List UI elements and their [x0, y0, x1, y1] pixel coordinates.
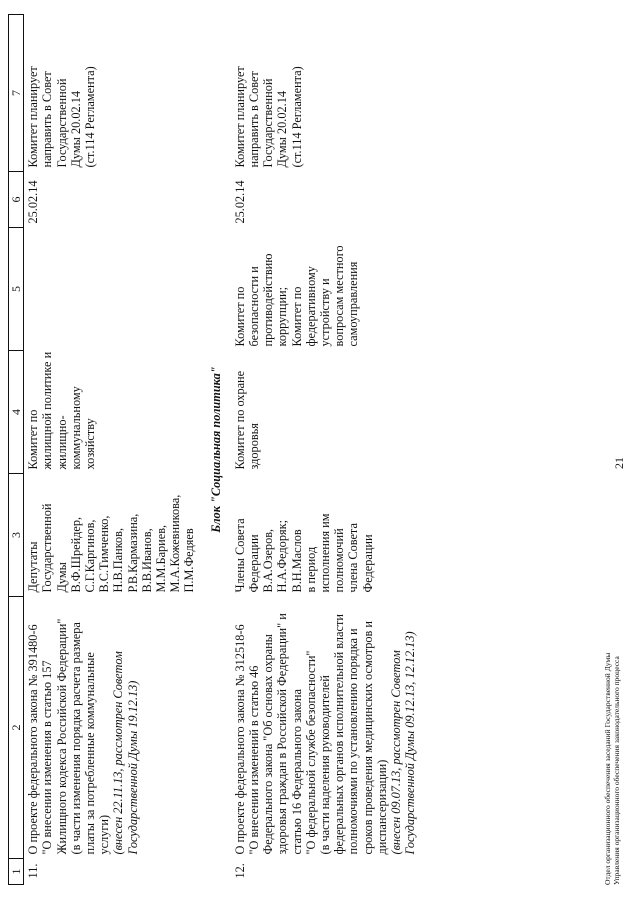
plan-note [231, 15, 420, 172]
row-number: 12. [232, 863, 247, 879]
text-line: статью 16 Федерального закона [289, 689, 304, 855]
bill-authors [24, 474, 199, 597]
text-line: Члены Совета [232, 518, 247, 593]
text-line: Думы 20.02.14 [275, 90, 290, 168]
footer-line: Отдел организационного обеспечения заседаний Государственной Думы [603, 652, 612, 885]
bills-table [8, 14, 419, 885]
bill-title [24, 597, 199, 859]
footer [603, 653, 621, 885]
text-line: вопросам местного [332, 245, 347, 347]
text-line: Комитет по [232, 286, 247, 347]
text-line: В.С.Тимченко, [97, 515, 112, 593]
text-line: Государственной Думы 09.12.13, 12.12.13) [403, 631, 418, 855]
column-numbers-row [9, 15, 24, 885]
text-line: платы за потребленные коммунальные [83, 652, 98, 855]
text-line: полномочий [332, 528, 347, 593]
text-line: услуги) [97, 814, 112, 855]
text-line: Депутаты [26, 541, 41, 593]
text-line: В.Ф.Шрейдер, [68, 516, 83, 593]
text-line: О проекте федерального закона № 312518-6 [232, 624, 247, 855]
text-line: исполнения им [318, 513, 333, 593]
column-number: 6 [9, 172, 24, 228]
text-line: Государственной [261, 78, 276, 168]
text-line: "О внесении изменения в статью 157 [40, 660, 55, 855]
text-line: Федерального закона "Об основах охраны [261, 634, 276, 855]
text-line: Н.В.Панков, [111, 527, 126, 593]
responsible-committee [24, 351, 199, 474]
text-line: (внесен 22.11.13, рассмотрен Советом [111, 651, 126, 855]
text-line: в период [303, 546, 318, 593]
row-number: 11. [26, 863, 41, 879]
text-line: (в части изменения порядка расчета размера [68, 622, 83, 855]
text-line: жилищно- [54, 415, 69, 470]
text-line: полномочиями по установлению порядка и [346, 628, 361, 855]
column-number: 5 [9, 228, 24, 351]
text-line: Федерации [360, 534, 375, 593]
text-line: (внесен 09.07.13, рассмотрен Советом [389, 650, 404, 855]
text-line: федеративному [303, 266, 318, 347]
text-line: самоуправления [346, 261, 361, 347]
text-line: Государственной [40, 503, 55, 593]
plan-note [24, 15, 199, 172]
page-number: 21 [612, 457, 626, 469]
text-line: В.В.Иванов, [139, 528, 154, 593]
text-line: Комитет планирует [26, 66, 41, 168]
text-line: Р.В.Кармазина, [125, 513, 140, 593]
text-line: Комитет по [26, 409, 41, 470]
text-line: П.М.Федяев [182, 528, 197, 593]
text-line: безопасности и [247, 266, 262, 347]
text-line: О проекте федерального закона № 391480-6 [26, 624, 41, 855]
table-row [24, 15, 199, 885]
text-line: (в части наделения руководителей [318, 675, 333, 855]
text-line: диспансеризации) [374, 759, 389, 855]
text-line: Государственной [54, 78, 69, 168]
text-line: В.Н.Маслов [289, 529, 304, 593]
text-line: (ст.114 Регламента) [83, 66, 98, 168]
text-line: Комитет по охране [232, 370, 247, 470]
text-line: Государственной Думы 19.12.13) [125, 680, 140, 855]
text-line: М.А.Кожевникова, [168, 494, 183, 593]
co-executor-committees [24, 228, 199, 351]
text-line: направить в Совет [247, 71, 262, 168]
text-line: коммунальному [68, 386, 83, 470]
text-line: Комитет по [289, 286, 304, 347]
column-number: 1 [9, 859, 24, 885]
text-line: Комитет планирует [232, 66, 247, 168]
text-line: (ст.114 Регламента) [289, 66, 304, 168]
text-line: "О внесении изменений в статью 46 [247, 665, 262, 855]
review-date: 25.02.14 [232, 180, 247, 224]
review-date: 25.02.14 [26, 180, 41, 224]
text-line: направить в Совет [40, 71, 55, 168]
text-line: жилищной политике и [40, 351, 55, 470]
bill-title [231, 597, 420, 859]
column-number: 4 [9, 351, 24, 474]
text-line: Н.А.Федоряк; [275, 519, 290, 593]
text-line: сроков проведения медицинских осмотров и [360, 620, 375, 855]
text-line: устройству и [318, 278, 333, 347]
footer-line: Управления организационного обеспечения законодательного процесса [612, 656, 621, 885]
column-number: 3 [9, 474, 24, 597]
text-line: здоровья [247, 423, 262, 470]
text-line: Жилищного кодекса Российской Федерации" [54, 618, 69, 855]
column-number: 7 [9, 15, 24, 172]
responsible-committee [231, 351, 420, 474]
text-line: Думы 20.02.14 [68, 90, 83, 168]
text-line: коррупции; [275, 286, 290, 347]
table-row [231, 15, 420, 885]
text-line: Федерации [247, 534, 262, 593]
text-line: С.Г.Каргинов, [83, 519, 98, 593]
bill-authors [231, 474, 420, 597]
text-line: В.А.Озеров, [261, 528, 276, 593]
block-title: Блок "Социальная политика" [208, 366, 223, 533]
co-executor-committees [231, 228, 420, 351]
text-line: противодействию [261, 253, 276, 347]
text-line: Думы [54, 562, 69, 593]
text-line: "О федеральной службе безопасности" [303, 650, 318, 855]
block-title-row [199, 15, 231, 885]
text-line: М.М.Бариев, [154, 524, 169, 593]
text-line: федеральных органов исполнительной власти [332, 614, 347, 855]
column-number: 2 [9, 597, 24, 859]
text-line: здоровья граждан в Российской Федерации" и [275, 613, 290, 855]
text-line: члена Совета [346, 523, 361, 593]
text-line: хозяйству [83, 418, 98, 470]
